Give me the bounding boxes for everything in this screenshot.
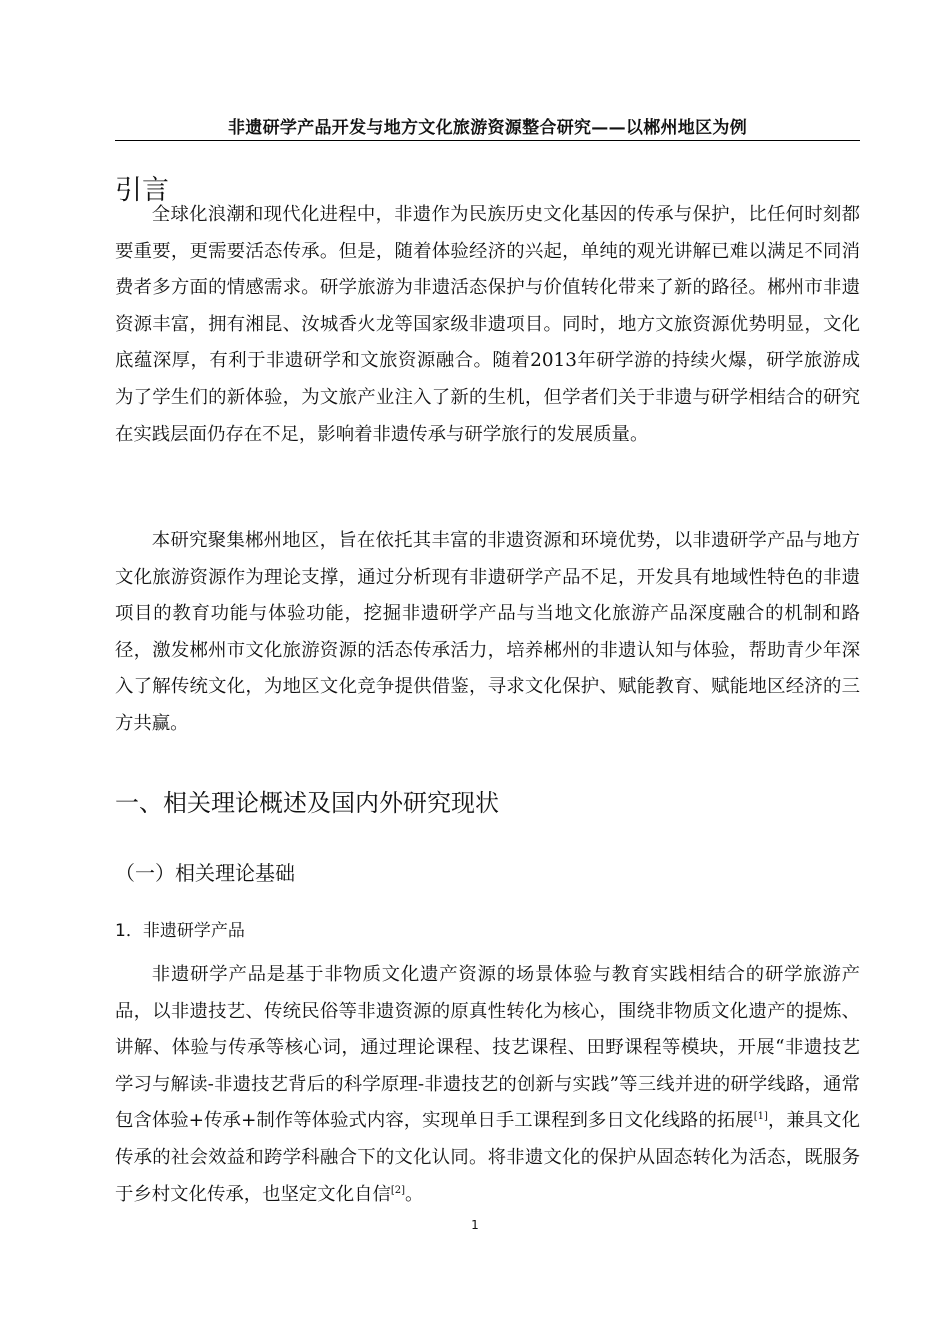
section-1-heading: 一、相关理论概述及国内外研究现状 <box>115 789 499 817</box>
intro-paragraph-1: 全球化浪潮和现代化进程中，非遗作为民族历史文化基因的传承与保护，比任何时刻都要重要，更需要活态传承。但是，随着体验经济的兴起，单纯的观光讲解已难以满足不同消费者多方面的情感需求。研学旅游为非遗活态保护与价值转化带来了新的路径。郴州市非遗资源丰富，拥有湘昆、汝城香火龙等国家级非遗项目。同时，地方文旅资源优势明显，文化底蕴深厚，有利于非遗研学和文旅资源融合。随着2013年研学游的持续火爆，研学旅游成为了学生们的新体验，为文旅产业注入了新的生机，但学者们关于非遗与研学相结合的研究在实践层面仍存在不足，影响着非遗传承与研学旅行的发展质量。 <box>115 204 860 445</box>
item-1-paragraph <box>115 957 860 1213</box>
running-header: 非遗研学产品开发与地方文化旅游资源整合研究——以郴州地区为例 <box>115 113 860 141</box>
intro-heading: 引言 <box>115 175 169 206</box>
citation-2[interactable]: [2] <box>390 1184 406 1196</box>
paragraph-text: 非遗研学产品是基于非物质文化遗产资源的场景体验与教育实践相结合的研学旅游产品，以非遗技艺、传统民俗等非遗资源的原真性转化为核心，围绕非物质文化遗产的提炼、讲解、体验与传承等核心词，通过理论课程、技艺课程、田野课程等模块，开展“非遗技艺学习与解读-非遗技艺背后的科学原理-非遗技艺的创新与实践”等三线并进的研学线路，通常包含体验+传承+制作等体验式内容，实现单日手工课程到多日文化线路的拓展 <box>115 964 860 1132</box>
page-number: 1 <box>471 1218 479 1232</box>
intro-paragraph-2: 本研究聚集郴州地区，旨在依托其丰富的非遗资源和环境优势，以非遗研学产品与地方文化旅游资源作为理论支撑，通过分析现有非遗研学产品不足，开发具有地域性特色的非遗项目的教育功能与体验功能，挖掘非遗研学产品与当地文化旅游产品深度融合的机制和路径，激发郴州市文化旅游资源的活态传承活力，培养郴州的非遗认知与体验，帮助青少年深入了解传统文化，为地区文化竞争提供借鉴，寻求文化保护、赋能教育、赋能地区经济的三方共赢。 <box>115 530 860 734</box>
subsection-1-heading: （一）相关理论基础 <box>115 861 295 885</box>
paragraph-text: 。 <box>405 1183 424 1205</box>
citation-1[interactable]: [1] <box>753 1111 768 1123</box>
item-1-heading: 1．非遗研学产品 <box>115 921 245 941</box>
paragraph-text: ，兼具文化传承的社会效益和跨学科融合下的文化认同。将非遗文化的保护从固态转化为活态，既服务于乡村文化传承，也坚定文化自信 <box>115 1110 860 1205</box>
